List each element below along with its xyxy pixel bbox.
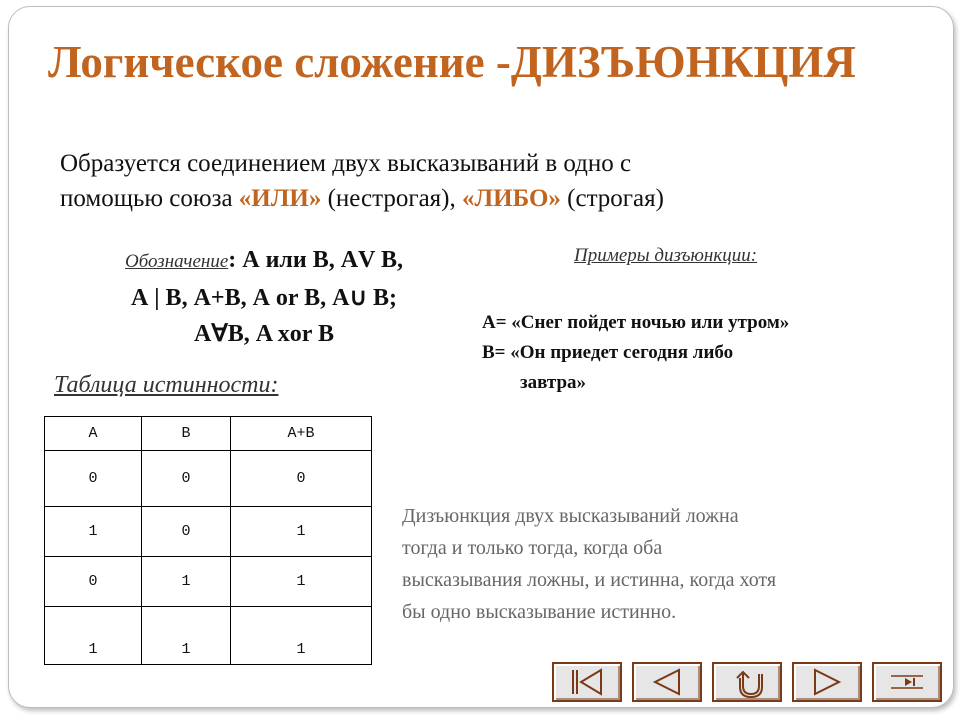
previous-slide-icon xyxy=(647,666,687,698)
header-a-plus-b: A+B xyxy=(231,417,372,451)
table-cell: 1 xyxy=(231,557,372,607)
or-word: «ИЛИ» xyxy=(238,185,322,212)
intro-text xyxy=(60,146,860,216)
return-icon xyxy=(727,666,767,698)
intro-line-1: Образуется соединением двух высказываний в одно с xyxy=(60,150,632,177)
table-cell: 0 xyxy=(142,451,231,507)
table-cell: 1 xyxy=(142,607,231,665)
table-cell: 0 xyxy=(231,451,372,507)
return-button[interactable] xyxy=(712,662,782,702)
conclusion-line-3: высказывания ложны, и истинна, когда хотя xyxy=(402,569,777,591)
conclusion-text xyxy=(402,500,912,628)
first-slide-button[interactable] xyxy=(552,662,622,702)
notation-line-2: А | В, А+В, А or В, А∪ В; xyxy=(130,285,398,311)
table-cell: 0 xyxy=(45,451,142,507)
table-cell: 1 xyxy=(231,607,372,665)
truth-table-label: Таблица истинности: xyxy=(54,372,279,398)
either-note: (строгая) xyxy=(560,185,664,212)
table-cell: 1 xyxy=(45,607,142,665)
or-note: (нестрогая), xyxy=(321,185,463,212)
header-a: A xyxy=(45,417,142,451)
conclusion-line-2: тогда и только тогда, когда оба xyxy=(402,537,663,559)
previous-slide-button[interactable] xyxy=(632,662,702,702)
intro-line-2 xyxy=(60,181,860,216)
either-word: «ЛИБО» xyxy=(462,185,561,212)
table-cell: 0 xyxy=(45,557,142,607)
header-b: B xyxy=(142,417,231,451)
end-slide-button[interactable] xyxy=(872,662,942,702)
example-b-continued: завтра» xyxy=(520,372,587,393)
next-slide-button[interactable] xyxy=(792,662,862,702)
first-slide-icon xyxy=(567,666,607,698)
table-cell: 1 xyxy=(231,507,372,557)
example-b: В= «Он приедет сегодня либо xyxy=(482,342,734,363)
table-cell: 0 xyxy=(142,507,231,557)
truth-table xyxy=(44,416,372,665)
notation-label: Обозначение xyxy=(125,251,229,272)
table-cell: 1 xyxy=(45,507,142,557)
table-row xyxy=(45,607,372,665)
notation-text-1: : А или В, АV В, xyxy=(228,247,403,273)
example-a: А= «Снег пойдет ночью или утром» xyxy=(482,312,790,333)
table-cell: 1 xyxy=(142,557,231,607)
next-slide-icon xyxy=(807,666,847,698)
conclusion-line-4: бы одно высказывание истинно. xyxy=(402,601,677,623)
conclusion-line-1: Дизъюнкция двух высказываний ложна xyxy=(402,505,739,527)
notation-line-1 xyxy=(64,242,464,280)
table-row xyxy=(45,451,372,507)
examples-heading: Примеры дизъюнкции: xyxy=(574,245,758,266)
table-row xyxy=(45,557,372,607)
page-title: Логическое сложение -ДИЗЪЮНКЦИЯ xyxy=(48,37,856,87)
end-slide-icon xyxy=(887,666,927,698)
notation-line-3: А∀В, A xor B xyxy=(194,321,334,347)
table-header-row xyxy=(45,417,372,451)
table-row xyxy=(45,507,372,557)
intro-prefix: помощью союза xyxy=(60,185,239,212)
notation-block xyxy=(64,242,464,352)
